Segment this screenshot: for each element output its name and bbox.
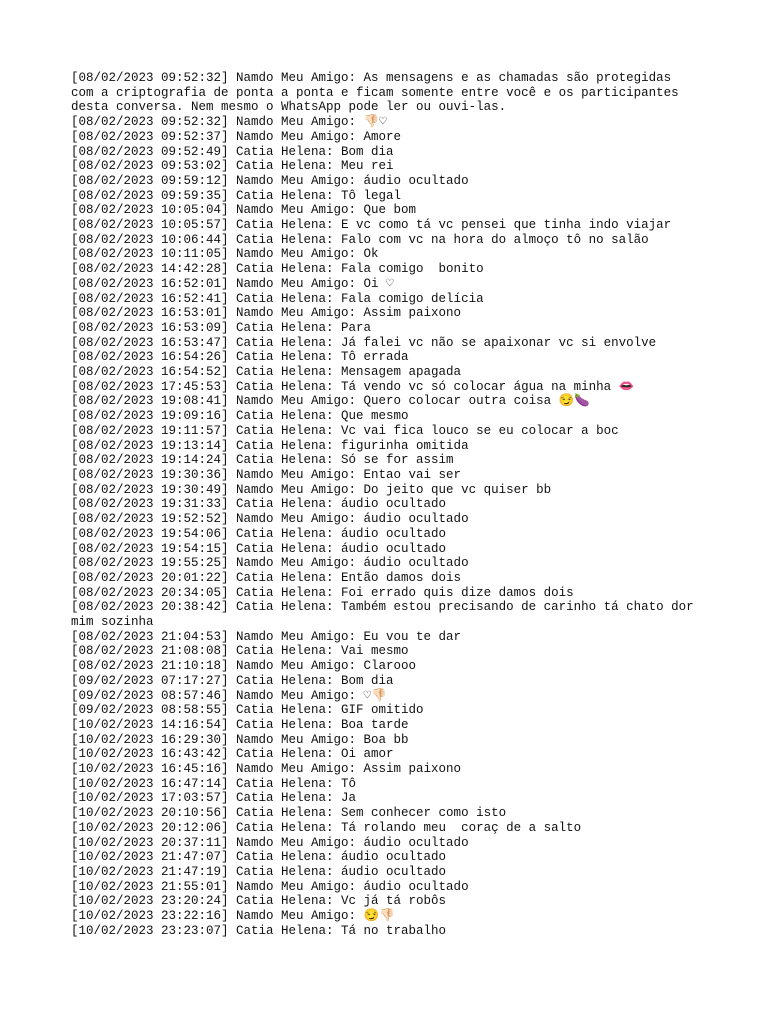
message-line: [08/02/2023 10:05:57] Catia Helena: E vc como tá vc pensei que tinha indo viajar — [71, 218, 672, 233]
message-line: [10/02/2023 21:47:19] Catia Helena: áudio ocultado — [71, 864, 447, 879]
message-line: [08/02/2023 16:52:41] Catia Helena: Fala comigo delícia — [71, 291, 484, 306]
notice-line: desta conversa. Nem mesmo o WhatsApp pode ler ou ouvi-las. — [71, 100, 507, 115]
message-line: [10/02/2023 14:16:54] Catia Helena: Boa tarde — [71, 717, 409, 732]
message-line: [08/02/2023 09:52:32] Namdo Meu Amigo: 👎🏻♡ — [71, 115, 387, 130]
message-line: [10/02/2023 17:03:57] Catia Helena: Ja — [71, 791, 357, 806]
message-line: [10/02/2023 20:37:11] Namdo Meu Amigo: áudio ocultado — [71, 835, 469, 850]
message-line: [08/02/2023 20:34:05] Catia Helena: Foi errado quis dize damos dois — [71, 585, 574, 600]
message-line: [10/02/2023 16:47:14] Catia Helena: Tô — [71, 776, 357, 791]
message-line: [08/02/2023 09:52:49] Catia Helena: Bom dia — [71, 144, 394, 159]
message-line: [08/02/2023 19:14:24] Catia Helena: Só se for assim — [71, 453, 454, 468]
message-line: [08/02/2023 16:53:47] Catia Helena: Já falei vc não se apaixonar vc si envolve — [71, 335, 657, 350]
message-line: [08/02/2023 19:54:06] Catia Helena: áudio ocultado — [71, 526, 447, 541]
message-line: [08/02/2023 20:01:22] Catia Helena: Então damos dois — [71, 570, 462, 585]
message-line: [08/02/2023 10:05:04] Namdo Meu Amigo: Que bom — [71, 203, 417, 218]
chat-export-page — [71, 71, 711, 938]
message-line: [10/02/2023 21:55:01] Namdo Meu Amigo: áudio ocultado — [71, 879, 469, 894]
message-line: [08/02/2023 21:08:08] Catia Helena: Vai mesmo — [71, 644, 409, 659]
message-line: [10/02/2023 16:29:30] Namdo Meu Amigo: Boa bb — [71, 732, 409, 747]
encryption-notice — [71, 71, 711, 115]
message-line: [08/02/2023 09:52:37] Namdo Meu Amigo: Amore — [71, 129, 402, 144]
message-line: [08/02/2023 09:59:35] Catia Helena: Tô legal — [71, 188, 402, 203]
message-line: [08/02/2023 19:52:52] Namdo Meu Amigo: áudio ocultado — [71, 512, 469, 527]
message-line: [08/02/2023 16:53:09] Catia Helena: Para — [71, 320, 372, 335]
message-line: [08/02/2023 09:53:02] Catia Helena: Meu rei — [71, 159, 394, 174]
message-line: [08/02/2023 21:04:53] Namdo Meu Amigo: Eu vou te dar — [71, 629, 462, 644]
message-line: [10/02/2023 20:10:56] Catia Helena: Sem conhecer como isto — [71, 806, 507, 821]
message-line: [08/02/2023 09:59:12] Namdo Meu Amigo: áudio ocultado — [71, 173, 469, 188]
notice-line: [08/02/2023 09:52:32] Namdo Meu Amigo: As mensagens e as chamadas são protegidas — [71, 71, 672, 85]
message-line: [09/02/2023 08:57:46] Namdo Meu Amigo: ♡👎🏻 — [71, 688, 387, 703]
message-line: [08/02/2023 16:54:26] Catia Helena: Tô errada — [71, 350, 409, 365]
message-line: [10/02/2023 16:43:42] Catia Helena: Oi amor — [71, 747, 394, 762]
message-line: [10/02/2023 20:12:06] Catia Helena: Tá rolando meu coraç de a salto — [71, 820, 582, 835]
message-line: [08/02/2023 10:06:44] Catia Helena: Falo com vc na hora do almoço tô no salão — [71, 232, 649, 247]
message-line: [10/02/2023 23:22:16] Namdo Meu Amigo: 😏👎🏻 — [71, 909, 395, 924]
message-line: [10/02/2023 16:45:16] Namdo Meu Amigo: Assim paixono — [71, 762, 462, 777]
message-line: [08/02/2023 16:54:52] Catia Helena: Mensagem apagada — [71, 365, 462, 380]
message-line: [08/02/2023 16:53:01] Namdo Meu Amigo: Assim paixono — [71, 306, 462, 321]
message-line: [10/02/2023 21:47:07] Catia Helena: áudio ocultado — [71, 850, 447, 865]
message-line: [08/02/2023 20:38:42] Catia Helena: Também estou precisando de carinho tá chato dor mim sozinha — [71, 600, 702, 630]
message-line: [09/02/2023 08:58:55] Catia Helena: GIF omitido — [71, 703, 424, 718]
message-line: [10/02/2023 23:20:24] Catia Helena: Vc já tá robôs — [71, 894, 447, 909]
message-line: [08/02/2023 19:30:49] Namdo Meu Amigo: Do jeito que vc quiser bb — [71, 482, 552, 497]
message-line: [08/02/2023 21:10:18] Namdo Meu Amigo: Clarooo — [71, 659, 417, 674]
message-log — [71, 115, 711, 938]
notice-line: com a criptografia de ponta a ponta e ficam somente entre você e os participantes — [71, 85, 679, 100]
message-line: [08/02/2023 14:42:28] Catia Helena: Fala comigo bonito — [71, 262, 484, 277]
message-line: [08/02/2023 19:54:15] Catia Helena: áudio ocultado — [71, 541, 447, 556]
message-line: [08/02/2023 19:09:16] Catia Helena: Que mesmo — [71, 409, 409, 424]
message-line: [08/02/2023 16:52:01] Namdo Meu Amigo: Oi ♡ — [71, 276, 394, 291]
message-line: [08/02/2023 19:13:14] Catia Helena: figurinha omitida — [71, 438, 469, 453]
message-line: [08/02/2023 19:31:33] Catia Helena: áudio ocultado — [71, 497, 447, 512]
message-line: [08/02/2023 19:55:25] Namdo Meu Amigo: áudio ocultado — [71, 556, 469, 571]
message-line: [08/02/2023 19:08:41] Namdo Meu Amigo: Quero colocar outra coisa 😏🍆 — [71, 394, 590, 409]
message-line: [10/02/2023 23:23:07] Catia Helena: Tá no trabalho — [71, 923, 447, 938]
message-line: [08/02/2023 17:45:53] Catia Helena: Tá vendo vc só colocar água na minha 👄 — [71, 379, 635, 394]
message-line: [08/02/2023 19:11:57] Catia Helena: Vc vai fica louco se eu colocar a boc — [71, 423, 619, 438]
message-line: [08/02/2023 19:30:36] Namdo Meu Amigo: Entao vai ser — [71, 467, 462, 482]
message-line: [09/02/2023 07:17:27] Catia Helena: Bom dia — [71, 673, 394, 688]
message-line: [08/02/2023 10:11:05] Namdo Meu Amigo: Ok — [71, 247, 379, 262]
